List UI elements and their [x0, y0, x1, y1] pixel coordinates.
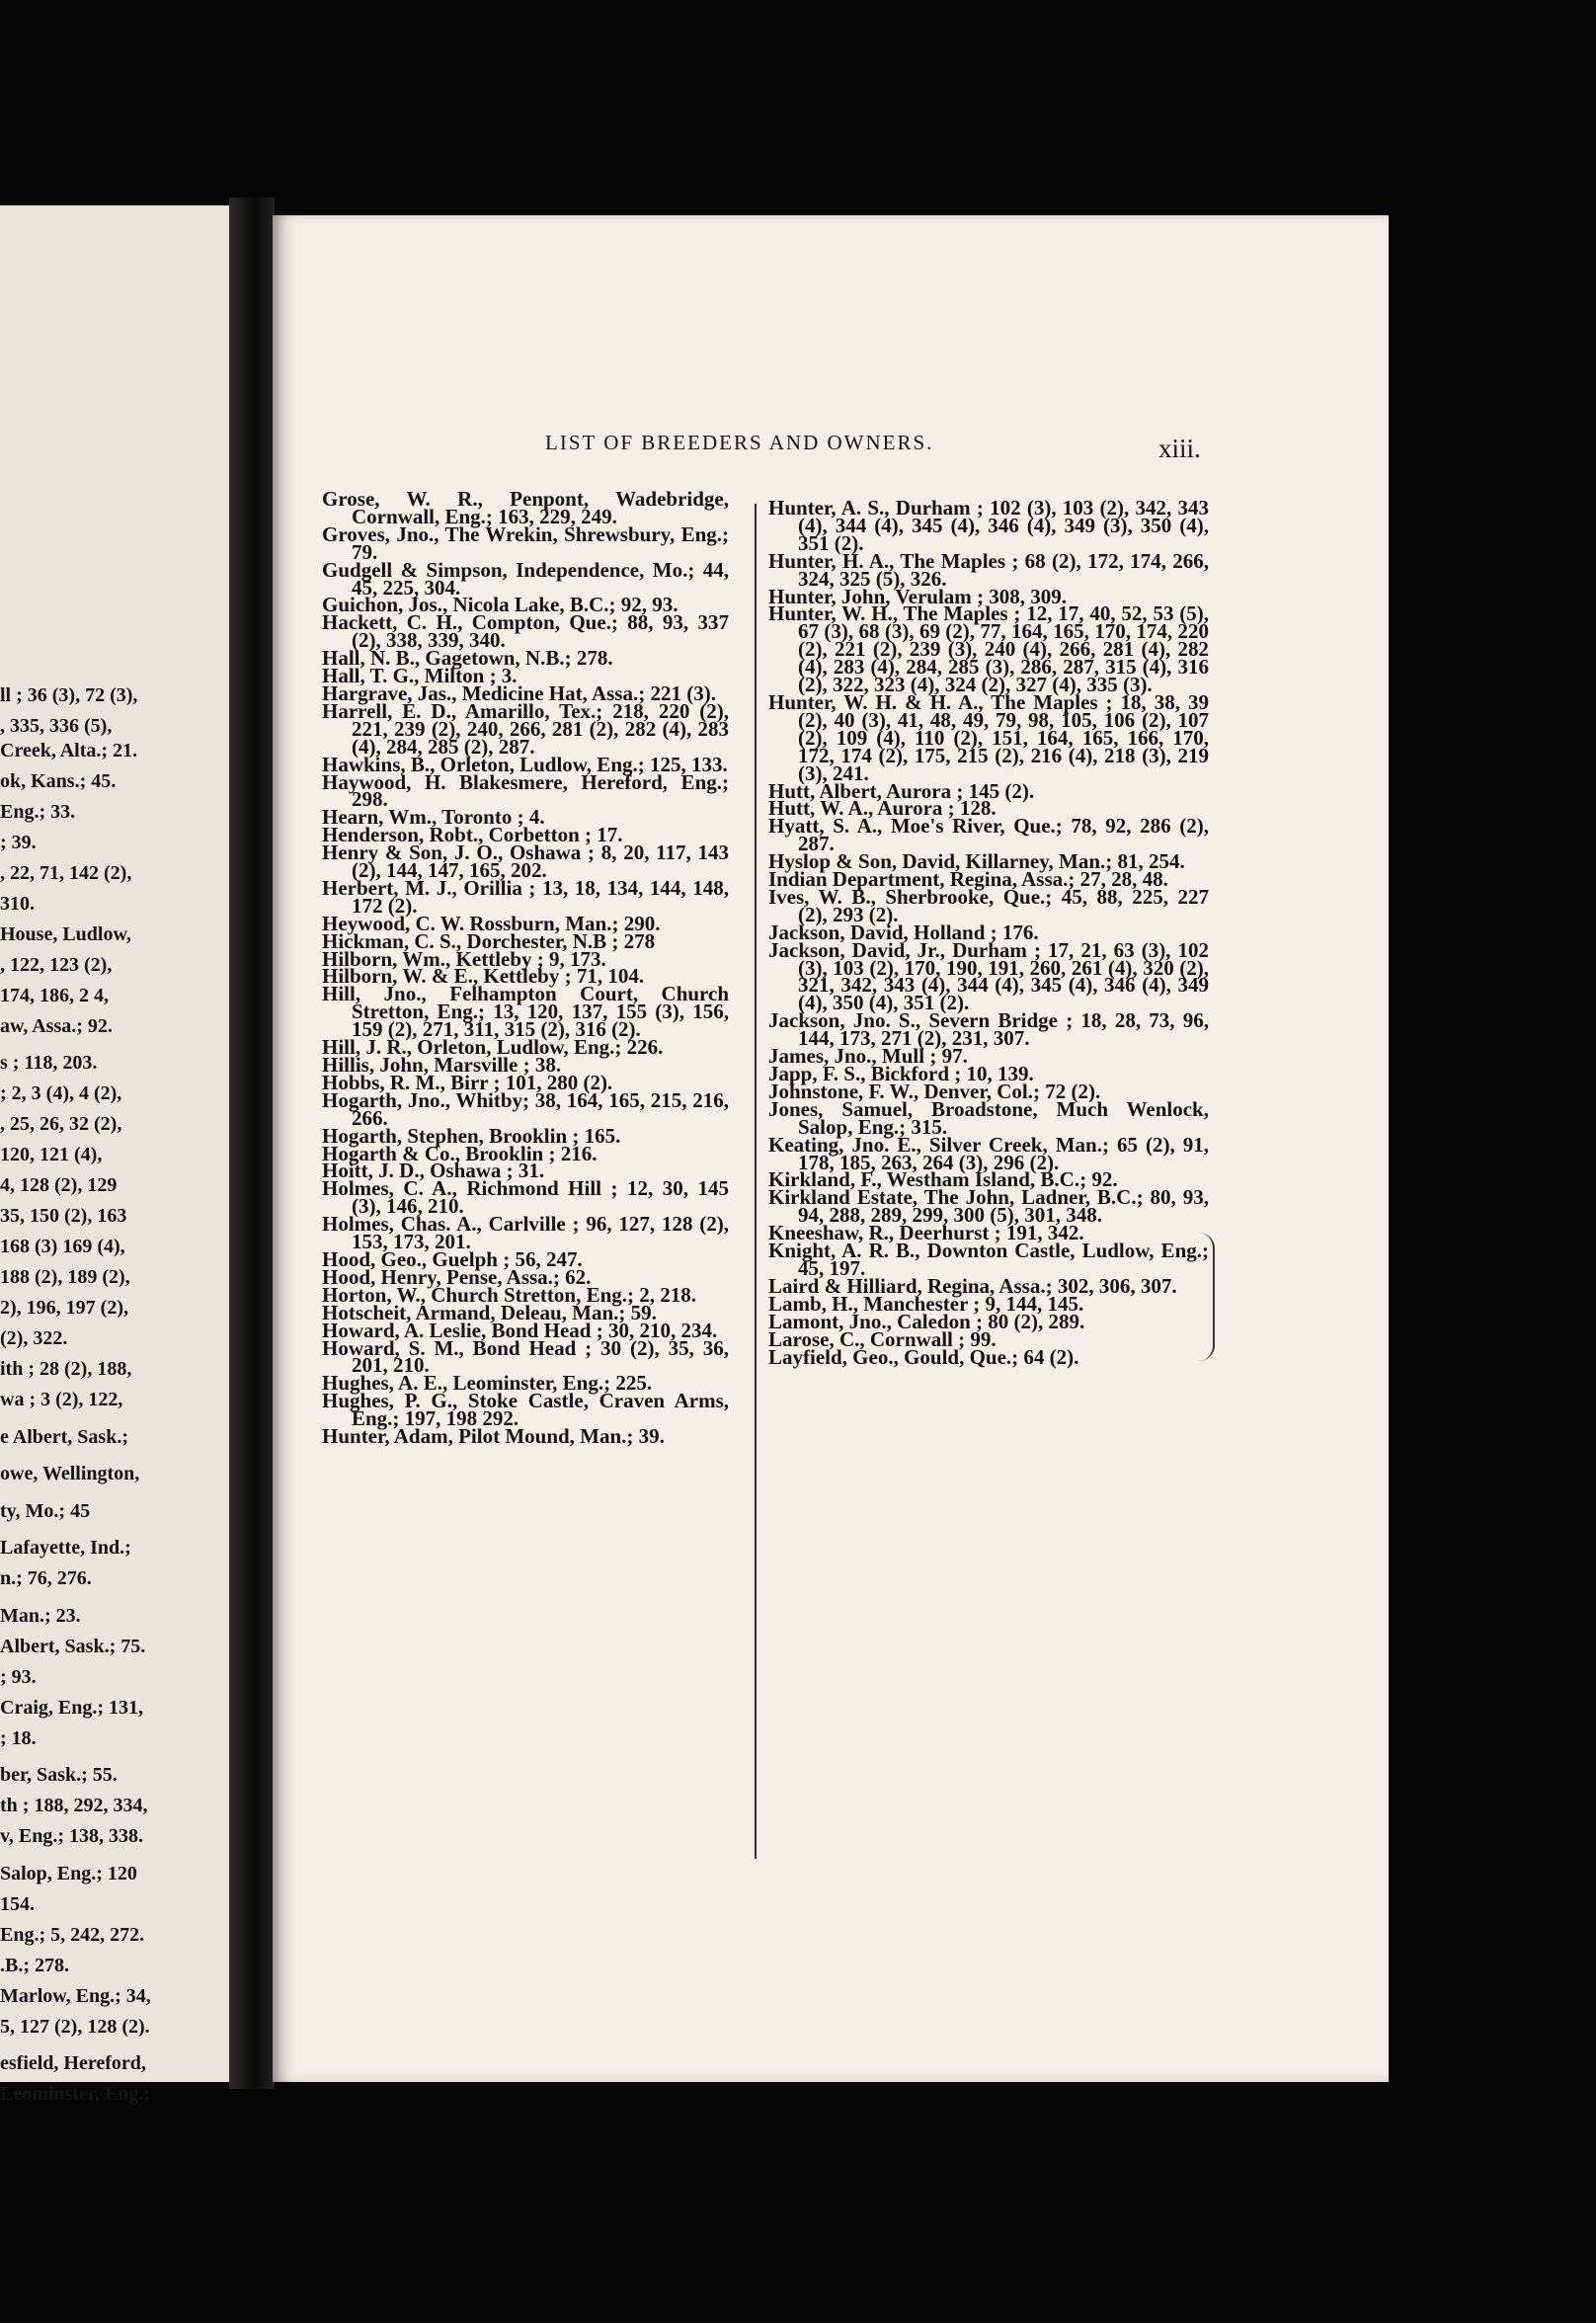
index-entry: Hunter, Adam, Pilot Mound, Man.; 39. [322, 1424, 665, 1449]
index-entry: Herbert, M. J., Orillia ; 13, 18, 134, 144, 148, 172 (2). [322, 875, 729, 918]
index-entry: Haywood, H. Blakesmere, Hereford, Eng.; 298. [322, 769, 729, 812]
left-page-fragment: 120, 121 (4), [0, 1144, 103, 1165]
index-entry: Hughes, P. G., Stoke Castle, Craven Arms, Eng.; 197, 198 292. [322, 1389, 729, 1431]
index-column-left [322, 487, 729, 1449]
index-entry: Hogarth & Co., Brooklin ; 216. [322, 1141, 598, 1165]
left-page-fragment: , 335, 336 (5), [0, 715, 113, 737]
left-page-fragment: Craig, Eng.; 131, [0, 1696, 143, 1719]
index-entry: Henderson, Robt., Corbetton ; 17. [322, 823, 623, 847]
left-page-fragment: v, Eng.; 138, 338. [0, 1825, 144, 1847]
left-page-fragment: 5, 127 (2), 128 (2). [0, 2015, 150, 2038]
left-page-fragment: esfield, Hereford, [0, 2052, 146, 2074]
index-entry: Hilborn, W. & E., Kettleby ; 71, 104. [322, 964, 645, 989]
index-entry: Guichon, Jos., Nicola Lake, B.C.; 92, 93. [322, 593, 678, 617]
index-entry: Hill, Jno., Felhampton Court, Church Stretton, Eng.; 13, 120, 137, 155 (3), 156, 159 (2), 271, 311, 315 (2), 316 (2). [322, 982, 729, 1042]
index-entry: Hughes, A. E., Leominster, Eng.; 225. [322, 1371, 653, 1396]
index-entry: Hunter, W. H., The Maples ; 12, 17, 40, 52, 53 (5), 67 (3), 68 (3), 69 (2), 77, 164, 165, 170, 174, 220 (2), 221 (2), 239 (3), 240 (4), 266, 281 (4), 282 (4), 283 (4), 284, 285 (3), 286, 287, 315 (4), 316 (2), 322, 323 (4), 324 (2), 327 (4), 335 (3). [768, 601, 1209, 697]
left-page-fragment: 2), 196, 197 (2), [0, 1297, 128, 1319]
left-page-fragment: ; 2, 3 (4), 4 (2), [0, 1082, 122, 1104]
left-page-fragment: ith ; 28 (2), 188, [0, 1358, 132, 1380]
index-entry: Harrell, E. D., Amarillo, Tex.; 218, 220 (2), 221, 239 (2), 240, 266, 281 (2), 282 (4), 283 (4), 284, 285 (2), 287. [322, 698, 729, 759]
left-page-fragment: .B.; 278. [0, 1954, 69, 1976]
left-page-fragment: Lafayette, Ind.; [0, 1537, 131, 1559]
index-entry: Holmes, C. A., Richmond Hill ; 12, 30, 145 (3), 146, 210. [322, 1176, 729, 1219]
index-entry: Jackson, Jno. S., Severn Bridge ; 18, 28, 73, 96, 144, 173, 271 (2), 231, 307. [768, 1008, 1209, 1051]
index-entry: Hearn, Wm., Toronto ; 4. [322, 805, 545, 830]
left-page-fragment: Creek, Alta.; 21. [0, 739, 138, 761]
index-entry: Hobbs, R. M., Birr ; 101, 280 (2). [322, 1070, 613, 1094]
left-page-fragment: , 122, 123 (2), [0, 953, 113, 976]
index-entry: Heywood, C. W. Rossburn, Man.; 290. [322, 911, 661, 935]
index-entry: Hall, N. B., Gagetown, N.B.; 278. [322, 646, 613, 671]
index-entry: Hutt, W. A., Aurora ; 128. [768, 796, 997, 821]
left-page-fragment: ll ; 36 (3), 72 (3), [0, 684, 138, 706]
index-entry: Lamont, Jno., Caledon ; 80 (2), 289. [768, 1309, 1085, 1333]
index-entry: Hotscheit, Armand, Deleau, Man.; 59. [322, 1300, 657, 1324]
left-page [0, 205, 235, 2105]
left-page-fragment: n.; 76, 276. [0, 1567, 92, 1589]
index-entry: Layfield, Geo., Gould, Que.; 64 (2). [768, 1344, 1079, 1369]
index-entry: Kneeshaw, R., Deerhurst ; 191, 342. [768, 1221, 1084, 1245]
left-page-fragment: ; 18. [0, 1726, 37, 1749]
index-column-right [768, 496, 1209, 1369]
index-entry: Japp, F. S., Bickford ; 10, 139. [768, 1062, 1034, 1085]
left-page-fragment: Salop, Eng.; 120 [0, 1862, 137, 1884]
left-page-fragment: th ; 188, 292, 334, [0, 1795, 148, 1816]
left-page-fragment: 154. [0, 1892, 35, 1915]
index-entry: James, Jno., Mull ; 97. [768, 1044, 968, 1069]
index-entry: Hood, Geo., Guelph ; 56, 247. [322, 1246, 583, 1271]
left-page-fragment: s ; 118, 203. [0, 1052, 98, 1074]
left-page-fragment: Leominster, Eng.; [0, 2083, 151, 2105]
index-entry: Gudgell & Simpson, Independence, Mo.; 44, 45, 225, 304. [322, 557, 729, 600]
index-entry: Johnstone, F. W., Denver, Col.; 72 (2). [768, 1079, 1101, 1103]
left-page-fragment: 174, 186, 2 4, [0, 984, 109, 1006]
index-entry: Hoitt, J. D., Oshawa ; 31. [322, 1159, 545, 1183]
index-entry: Hackett, C. H., Compton, Que.; 88, 93, 337 (2), 338, 339, 340. [322, 610, 729, 653]
left-page-fragment: ; 39. [0, 831, 37, 853]
index-entry: Jackson, David, Holland ; 176. [768, 920, 1039, 944]
left-page-fragment: ; 93. [0, 1665, 37, 1688]
left-page-fragment: ty, Mo.; 45 [0, 1499, 91, 1522]
left-page-fragment: 188 (2), 189 (2), [0, 1266, 130, 1288]
index-entry: Hilborn, Wm., Kettleby ; 9, 173. [322, 946, 606, 971]
left-page-fragment: House, Ludlow, [0, 922, 131, 945]
index-entry: Hutt, Albert, Aurora ; 145 (2). [768, 778, 1035, 803]
index-entry: Indian Department, Regina, Assa.; 27, 28, 48. [768, 867, 1168, 892]
index-entry: Hillis, John, Marsville ; 38. [322, 1053, 562, 1077]
index-entry: Larose, C., Cornwall ; 99. [768, 1326, 997, 1351]
index-entry: Ives, W. B., Sherbrooke, Que.; 45, 88, 225, 227 (2), 293 (2). [768, 884, 1209, 926]
index-entry: Holmes, Chas. A., Carlville ; 96, 127, 128 (2), 153, 173, 201. [322, 1212, 729, 1254]
index-entry: Lamb, H., Manchester ; 9, 144, 145. [768, 1291, 1084, 1316]
left-page-fragment: 310. [0, 892, 35, 915]
index-entry: Kirkland, F., Westham Island, B.C.; 92. [768, 1167, 1118, 1192]
left-page-fragment: 4, 128 (2), 129 [0, 1174, 118, 1196]
index-entry: Hunter, John, Verulam ; 308, 309. [768, 584, 1068, 608]
left-page-fragment: ber, Sask.; 55. [0, 1764, 118, 1786]
column-divider [755, 504, 757, 1859]
page-header: LIST OF BREEDERS AND OWNERS. [545, 431, 934, 454]
index-entry: Hogarth, Stephen, Brooklin ; 165. [322, 1123, 621, 1148]
left-page-fragment: Albert, Sask.; 75. [0, 1635, 146, 1657]
left-page-fragment: Marlow, Eng.; 34, [0, 1984, 151, 2007]
left-page-fragment: owe, Wellington, [0, 1463, 140, 1484]
index-entry: Hood, Henry, Pense, Assa.; 62. [322, 1264, 592, 1289]
left-page-fragment: aw, Assa.; 92. [0, 1014, 113, 1037]
index-entry: Groves, Jno., The Wrekin, Shrewsbury, Eng.; 79. [322, 521, 729, 564]
left-page-fragment: ok, Kans.; 45. [0, 769, 117, 792]
left-page-fragment: , 22, 71, 142 (2), [0, 861, 132, 884]
index-entry: Hickman, C. S., Dorchester, N.B ; 278 [322, 928, 656, 953]
index-entry: Hyatt, S. A., Moe's River, Que.; 78, 92, 286 (2), 287. [768, 814, 1209, 856]
index-entry: Henry & Son, J. O., Oshawa ; 8, 20, 117, 143 (2), 144, 147, 165, 202. [322, 841, 729, 883]
page-gutter [229, 198, 275, 2089]
page-number: xiii. [1158, 434, 1201, 463]
left-page-fragment: 168 (3) 169 (4), [0, 1236, 125, 1257]
index-entry: Grose, W. R., Penpont, Wadebridge, Cornwall, Eng.; 163, 229, 249. [322, 487, 729, 528]
index-entry: Hargrave, Jas., Medicine Hat, Assa.; 221 (3). [322, 681, 716, 705]
index-entry: Jackson, David, Jr., Durham ; 17, 21, 63 (3), 102 (3), 103 (2), 170, 190, 191, 260, 261 (4), 320 (2), 321, 342, 343 (4), 344 (4), 345 (4), 346 (4), 349 (4), 350 (4), 351 (2). [768, 937, 1209, 1015]
index-entry: Howard, A. Leslie, Bond Head ; 30, 210, 234. [322, 1318, 718, 1342]
index-entry: Jones, Samuel, Broadstone, Much Wenlock, Salop, Eng.; 315. [768, 1096, 1209, 1139]
index-entry: Hawkins, B., Orleton, Ludlow, Eng.; 125, 133. [322, 752, 728, 776]
margin-brace-mark [1199, 1233, 1215, 1361]
index-entry: Howard, S. M., Bond Head ; 30 (2), 35, 36, 201, 210. [322, 1335, 729, 1378]
index-entry: Hunter, A. S., Durham ; 102 (3), 103 (2), 342, 343 (4), 344 (4), 345 (4), 346 (4), 349 (3), 350 (4), 351 (2). [768, 496, 1209, 555]
left-page-fragment: Eng.; 33. [0, 800, 76, 823]
index-entry: Keating, Jno. E., Silver Creek, Man.; 65 (2), 91, 178, 185, 263, 264 (3), 296 (2). [768, 1132, 1209, 1174]
index-entry: Kirkland Estate, The John, Ladner, B.C.; 80, 93, 94, 288, 289, 299, 300 (5), 301, 348. [768, 1185, 1209, 1228]
index-entry: Hyslop & Son, David, Killarney, Man.; 81, 254. [768, 849, 1185, 874]
left-page-fragment: e Albert, Sask.; [0, 1425, 128, 1448]
left-page-fragment: wa ; 3 (2), 122, [0, 1389, 123, 1410]
left-page-fragment: 35, 150 (2), 163 [0, 1205, 127, 1227]
index-entry: Hunter, W. H. & H. A., The Maples ; 18, 38, 39 (2), 40 (3), 41, 48, 49, 79, 98, 105, 106 (2), 107 (2), 109 (4), 110 (2), 151, 164, 165, 166, 170, 172, 174 (2), 175, 215 (2), 216 (4), 218 (3), 219 (3), 241. [768, 689, 1209, 785]
index-entry: Laird & Hilliard, Regina, Assa.; 302, 306, 307. [768, 1273, 1177, 1298]
left-page-fragment: Man.; 23. [0, 1604, 81, 1627]
left-page-fragment: Eng.; 5, 242, 272. [0, 1923, 145, 1946]
index-entry: Knight, A. R. B., Downton Castle, Ludlow, Eng.; 45, 197. [768, 1239, 1209, 1280]
left-page-fragment: , 25, 26, 32 (2), [0, 1113, 122, 1135]
index-entry: Hill, J. R., Orleton, Ludlow, Eng.; 226. [322, 1035, 664, 1060]
index-entry: Hogarth, Jno., Whitby; 38, 164, 165, 215, 216, 266. [322, 1087, 729, 1130]
left-page-fragment: (2), 322. [0, 1327, 68, 1349]
index-entry: Hunter, H. A., The Maples ; 68 (2), 172, 174, 266, 324, 325 (5), 326. [768, 548, 1209, 591]
index-entry: Hall, T. G., Milton ; 3. [322, 664, 518, 688]
index-entry: Horton, W., Church Stretton, Eng.; 2, 218. [322, 1282, 697, 1307]
